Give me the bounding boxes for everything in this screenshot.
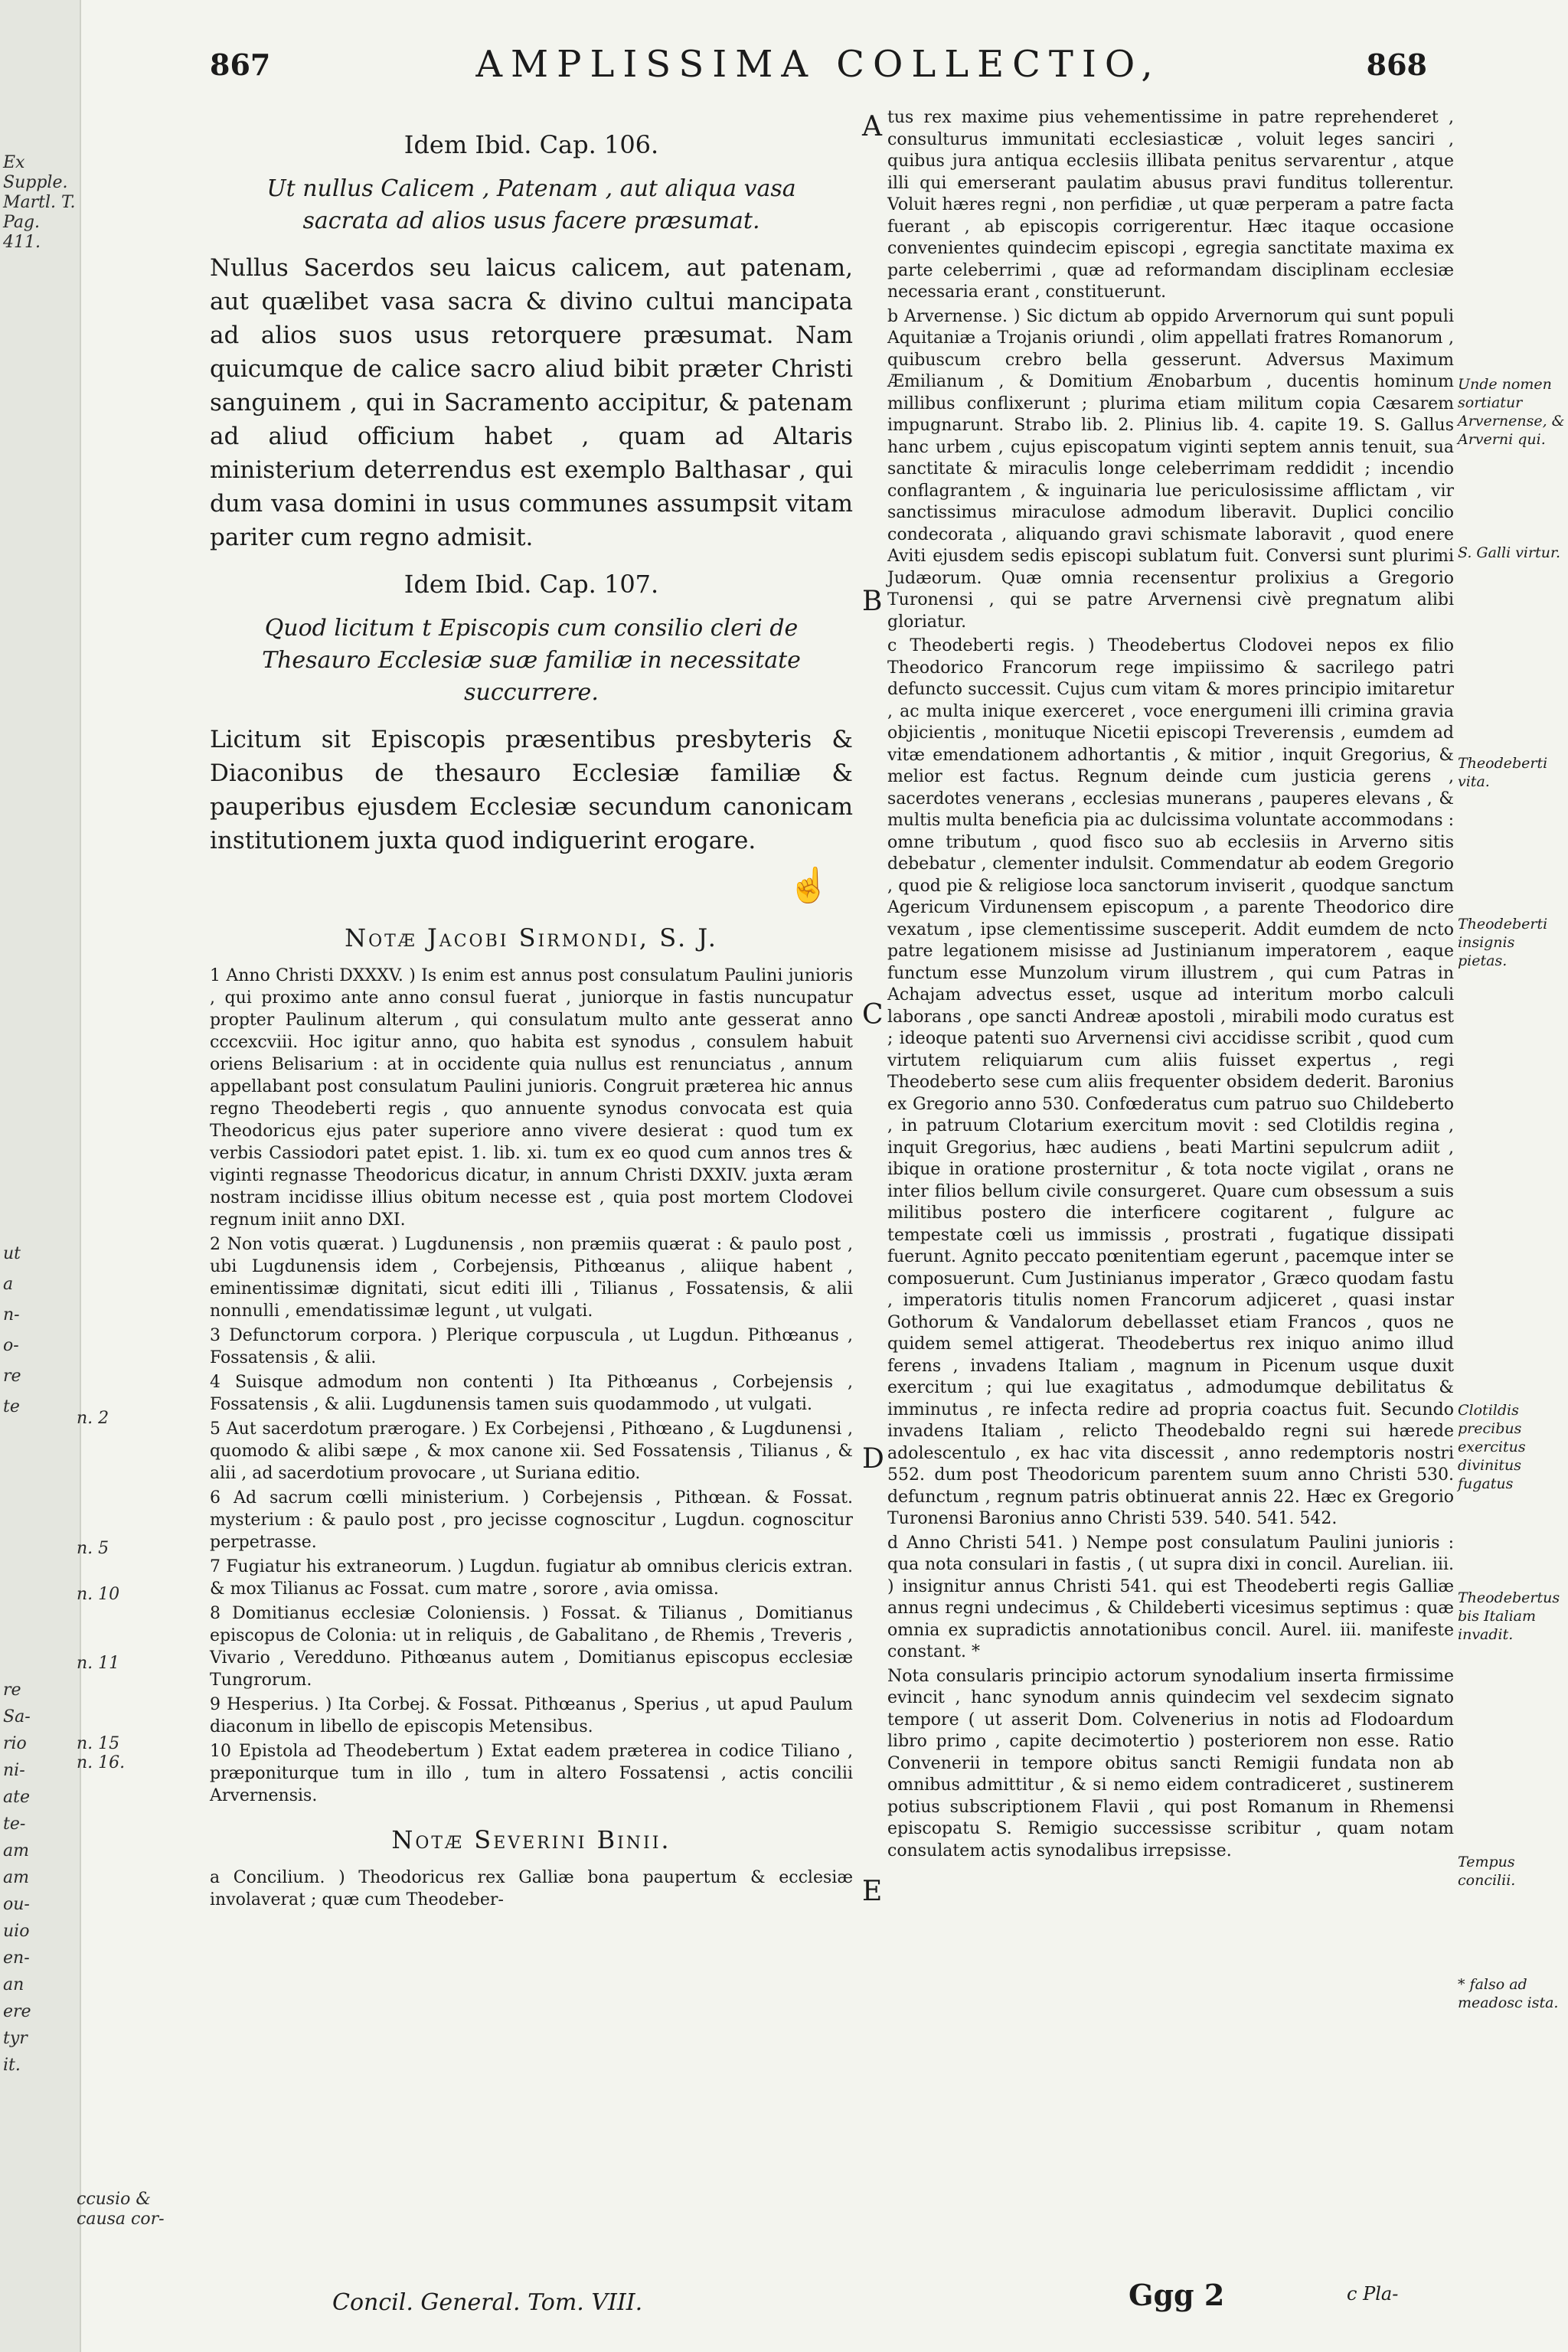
gutter-fragment: am <box>3 1868 29 1887</box>
margin-note: Clotildis precibus exercitus divinitus fugatus <box>1458 1402 1526 1492</box>
commentary-paragraph: b Arvernense. ) Sic dictum ab oppido Arvernorum qui sunt populi Aquitaniæ a Trojanis oriundi , olim appellati fratres Romanorum , quibuscum crebro bella gesserunt. Adversus Maximum Æmilianum , & Domitium Ænobarbum , ducentis hominum millibus conflixerunt ; plurima etiam militum copia Cæsarem impugnarunt. Strabo lib. 2. Plinius lib. 4. capite 19. S. Gallus hanc urbem , cujus episcopatum viginti septem annis tenuit, sua sanctitate & miraculis longe celeberrimam reddidit ; incendio conflagrantem , & inguinaria lue periculosissime afflictam , vir sanctissimus miraculose admodum liberavit. Duplici concilio condecorata , aliquando gravi schismate laboravit , quod enere Aviti ejusdem sedis episcopi sublatum fuit. Conversi sunt plurimi Judæorum. Quæ omnia recensentur prolixius a Gregorio Turonensi , qui se patre Arvernensi civè pregnatum alibi gloriatur. <box>887 306 1454 632</box>
volume-signature: Concil. General. Tom. VIII. <box>332 2289 643 2316</box>
gutter-fragment: ere <box>3 2002 31 2021</box>
gutter-fragment: n. 11 <box>77 1654 120 1673</box>
margin-note: Theodeberti insignis pietas. <box>1458 916 1548 969</box>
right-column <box>887 107 1454 1864</box>
canon-text: Nullus Sacerdos seu laicus calicem, aut patenam, aut quælibet vasa sacra & divino cultui mancipata ad alios suos usus retorquere præsumat. Nam quicumque de calice sacro aliud bibit præter Christi sanguinem , qui in Sacramento accipitur, & patenam ad aliud officium habet , quam ad Altaris ministerium deterrendus est exemplo Balthasar , qui dum vasa domini in usus communes assumpsit vitam pariter cum regno admisit. <box>210 254 853 551</box>
margin-note: Unde nomen sortiatur Arvernense, & Arverni qui. <box>1458 376 1565 448</box>
gutter-fragment: re <box>3 1681 21 1700</box>
section-letter: B <box>862 586 883 617</box>
gutter-fragment: n. 2 <box>77 1409 109 1428</box>
gutter-fragment: n- <box>3 1305 20 1325</box>
gutter-fragment: Sa- <box>3 1707 31 1726</box>
left-column <box>210 115 853 1913</box>
gutter-fragment: rio <box>3 1734 27 1753</box>
note-paragraph: 2 Non votis quærat. ) Lugdunensis , non præmiis quærat : & paulo post , ubi Lugdunensis idem , Corbejensis, Pithœanus , aliique habent , eminentissimæ dignitati, sicut editi illi , Tilianus , Fossatensis, & alii nonnulli , emendatissimæ legunt , ut vulgati. <box>210 1235 853 1321</box>
running-title: AMPLISSIMA COLLECTIO, <box>475 43 1161 86</box>
commentary-paragraph: c Theodeberti regis. ) Theodebertus Clodovei nepos ex filio Theodorico Francorum rege impiissimo & sacrilego patri defuncto successit. Cujus cum vitam & mores principio imitaretur , ac multa inique exerceret , voce energumeni illi crimina gravia objicientis , monituque Nicetii episcopi Treverensis , eumdem ad vitæ emendationem adhortantis , & mitior , inquit Gregorius, & melior est factus. Regnum deinde cum justicia gerens , sacerdotes venerans , ecclesias munerans , pauperes elevans , & multis multa beneficia pia ac dulcissima voluntate accommodans : omne tributum , quod fisco suo ab ecclesiis in Arverno sitis debebatur , clementer indulsit. Commendatur ab eodem Gregorio , quod pie & religiose loca sanctorum inviserit , quodque sanctum Agericum Virdunensem episcopum , a parente Theodorico dire vexatum , ipse clementissime susceperit. Addit eumdem de ncto patre legationem misisse ad Justinianum imperatorem , eaque functum esse Munzolum virum illustrem , qui cum Patras in Achajam advectus esset, usque ad interitum morbo calculi laborans , ope sancti Andreæ apostoli , mirabili modo curatus est ; ideoque patenti suo Arvernensi civi accidisse scribit , quod cum virtutem reliquiarum cum aliis fuisset expertus , regi Theodeberto sese cum aliis frequenter obsidem dederit. Baronius ex Gregorio anno 530. Confœderatus cum patruo suo Childeberto , in patruum Clotarium exercitum movit : sed Clotildis regina , inquit Gregorius, hæc audiens , beati Martini sepulcrum adiit , ibique in oratione prosternitur , & tota nocte vigilat , orans ne inter filios bellum civile consurgeret. Quare cum obsessum a suis militibus postero die interficere cogitarent , fulgure ac tempestate cœli us immissis , prostrati , fugatique dissipati fuerunt. Agnito peccato pœnitentiam egerunt , pacemque inter se composuerunt. Cum Justinianus imperator , Græco quodam fastu , imperatoris titulis nomen Francorum adjiceret , quasi instar Gothorum & Vandalorum debellasset etiam Francos , quos ne quidem semel attigerat. Theodebertus rex iniquo animo illud ferens , invadens Italiam , magnum in Picenum usque duxit exercitum ; qui lue exagitatus , admodumque debilitatus & imminutus , re infecta redire ad propria coactus fuit. Secundo invadens Italiam , relicto Theodebaldo regni sui hærede adolescentulo , ex hac vita discessit , anno redemptoris nostri 552. dum post Theodoricum parentem suum anno Christi 530. defunctum , regnum patris obtinuerat annis 22. Hæc ex Gregorio Turonensi Baronius anno Christi 539. 540. 541. 542. <box>887 636 1454 1528</box>
section-letter: A <box>862 111 882 142</box>
gutter-fragment: uio <box>3 1922 30 1941</box>
note-paragraph: 10 Epistola ad Theodebertum ) Extat eadem præterea in codice Tiliano , præponiturque tum in illo , tum in altero Fossatensi , actis concilii Arvernensis. <box>210 1742 853 1805</box>
margin-note: S. Galli virtur. <box>1458 544 1560 561</box>
note-paragraph: 4 Suisque admodum non contenti ) Ita Pithœanus , Corbejensis , Fossatensis , & alii. Lugdunensis tamen suis quodammodo , ut vulgati. <box>210 1373 853 1414</box>
catchword: c Pla- <box>1347 2283 1399 2305</box>
gutter-fragment: Ex Supple. Martl. T. Pag. 411. <box>3 153 76 252</box>
gutter-fragment: n. 16. <box>77 1753 126 1772</box>
chapter-heading: Idem Ibid. Cap. 106. <box>403 130 659 159</box>
gutter-fragment: ut <box>3 1244 21 1263</box>
note-paragraph: 1 Anno Christi DXXXV. ) Is enim est annus post consulatum Paulini junioris , qui proximo ante anno consul fuerat , juniorque in fastis nuncupatur propter Paulinum alterum , qui consulatum multo ante gesserat anno cccexcviii. Hoc igitur anno, quo habita est synodus , consulem habuit oriens Belisarium : at in occidente quia nullus est renunciatus , annum appellabant post consulatum Paulini junioris. Congruit præterea hic annus regno Theodeberti regis , quo annuente synodus convocata est quia Theodoricus ejus pater superiore anno vivere desierat : quod tum ex verbis Cassiodori patet epist. 1. lib. xi. tum ex eo quod cum annos tres & viginti regnasse Theodoricus dicatur, in annum Christi DXXIV. juxta æram nostram incidisse illius obitum necesse est , quia post mortem Clodovei regnum iniit anno DXI. <box>210 966 853 1230</box>
section-letter: E <box>862 1876 883 1907</box>
gathering-signature: Ggg 2 <box>1129 2278 1225 2312</box>
running-header <box>210 43 1427 101</box>
pointing-hand-icon: ☝ <box>788 866 830 905</box>
gutter-fragment: tyr <box>3 2029 28 2048</box>
page-number-right: 868 <box>1366 47 1427 82</box>
gutter-fragment: n. 5 <box>77 1539 109 1558</box>
gutter-fragment: am <box>3 1841 29 1860</box>
page-number-left: 867 <box>210 47 271 82</box>
notes-heading: Notæ Severini Binii. <box>391 1825 671 1854</box>
gutter-fragment: n. 10 <box>77 1585 120 1604</box>
gutter-fragment: re <box>3 1367 21 1386</box>
chapter-rubric: Ut nullus Calicem , Patenam , aut aliqua vasa sacrata ad alios usus facere præsumat. <box>266 175 796 234</box>
margin-note: * falso ad meadosc ista. <box>1458 1976 1559 2011</box>
gutter-fragment: n. 15 <box>77 1734 120 1753</box>
gutter-fragment: a <box>3 1275 14 1294</box>
gutter-fragment: ccusio & causa cor- <box>77 2190 165 2229</box>
gutter-fragment: te- <box>3 1815 26 1834</box>
section-letter: D <box>862 1443 884 1475</box>
gutter-fragment: te <box>3 1397 20 1416</box>
book-page <box>80 0 1568 2352</box>
gutter-fragment: o- <box>3 1336 19 1355</box>
note-paragraph: 5 Aut sacerdotum prærogare. ) Ex Corbejensi , Pithœano , & Lugdunensi , quomodo & alibi sæpe , & mox canone xii. Sed Fossatensis , Tilianus , & alii , ad sacerdotium provocare , ut Suriana editio. <box>210 1419 853 1483</box>
note-paragraph: a Concilium. ) Theodoricus rex Galliæ bona paupertum & ecclesiæ involaverat ; quæ cum Theodeber- <box>210 1868 853 1909</box>
gutter-fragment: an <box>3 1975 24 1994</box>
commentary-paragraph: Nota consularis principio actorum synodalium inserta firmissime evincit , hanc synodum annis quindecim vel sexdecim signato tempore ( ut asserit Dom. Colvenerius in notis ad Flodoardum libro primo , capite decimotertio ) posteriorem non esse. Ratio Convenerii in tempore obitus sancti Remigii fundata non ab omnibus admittitur , & si nemo eidem contradiceret , sustinerem potius subscriptionem Flavii , qui post Romanum in Rhemensi episcopatu S. Remigio successisse scribitur , quam notam consulatem actis synodalibus irrepsisse. <box>887 1666 1454 1860</box>
gutter-fragment: ou- <box>3 1895 30 1914</box>
note-paragraph: 8 Domitianus ecclesiæ Coloniensis. ) Fossat. & Tilianus , Domitianus episcopus de Colonia: ut in reliquis , de Gabalitano , de Rhemis , Treveris , Vivario , Veredduno. Pithœanus autem , Domitianus episcopus ecclesiæ Tungrorum. <box>210 1604 853 1690</box>
margin-note: Theodebertus bis Italiam invadit. <box>1458 1589 1560 1643</box>
gutter-fragment: en- <box>3 1949 30 1968</box>
commentary-paragraph: d Anno Christi 541. ) Nempe post consulatum Paulini junioris : qua nota consulari in fastis , ( ut supra dixi in concil. Aurelian. iii. ) insignitur annus Christi 541. qui est Theodeberti regis Galliæ annus regni undecimus , & Childeberti vicesimus septimus : quæ omnia ex supradictis annotationibus concil. Aurel. iii. manifeste constant. * <box>887 1533 1454 1661</box>
note-paragraph: 3 Defunctorum corpora. ) Plerique corpuscula , ut Lugdun. Pithœanus , Fossatensis , & alii. <box>210 1326 853 1367</box>
gutter-fragment: it. <box>3 2056 21 2075</box>
facing-page-gutter <box>0 0 165 2352</box>
chapter-rubric: Quod licitum t Episcopis cum consilio cleri de Thesauro Ecclesiæ suæ familiæ in necessitate succurrere. <box>262 615 801 706</box>
canon-text: Licitum sit Episcopis præsentibus presbyteris & Diaconibus de thesauro Ecclesiæ familiæ & pauperibus ejusdem Ecclesiæ secundum canonicam institutionem juxta quod indiguerint erogare. <box>210 726 853 854</box>
section-letter: C <box>862 999 884 1031</box>
margin-note: Tempus concilii. <box>1458 1854 1516 1889</box>
chapter-heading: Idem Ibid. Cap. 107. <box>403 570 659 599</box>
gutter-fragment: ni- <box>3 1761 25 1780</box>
note-paragraph: 9 Hesperius. ) Ita Corbej. & Fossat. Pithœanus , Sperius , ut apud Paulum diaconum in libello de episcopis Metensibus. <box>210 1695 853 1736</box>
commentary-paragraph: tus rex maxime pius vehementissime in patre reprehenderet , consulturus immunitati ecclesiasticæ , voluit leges sanciri , quibus jura antiqua ecclesiis illibata penitus servarentur , atque illi qui emerserant paulatim abusus pravi funditus tollerentur. Voluit hæres regni , non perfidiæ , ut quæ perperam a patre facta fuerant , ab episcopis corrigerentur. Hæc itaque occasione convenientes quindecim episcopi , egregia sanctitate maxima ex parte celeberrimi , quæ ad reformandam disciplinam ecclesiæ necessaria erant , constituerunt. <box>887 108 1454 302</box>
note-paragraph: 6 Ad sacrum cœlli ministerium. ) Corbejensis , Pithœan. & Fossat. mysterium : & paulo post , pro jecisse cognoscitur , Lugdun. cognoscitur perpetrasse. <box>210 1488 853 1552</box>
margin-note: Theodeberti vita. <box>1458 755 1548 790</box>
note-paragraph: 7 Fugiatur his extraneorum. ) Lugdun. fugiatur ab omnibus clericis extran. & mox Tilianus ac Fossat. cum matre , sorore , avia omissa. <box>210 1557 853 1599</box>
notes-heading: Notæ Jacobi Sirmondi, S. J. <box>345 923 718 952</box>
gutter-fragment: ate <box>3 1788 30 1807</box>
